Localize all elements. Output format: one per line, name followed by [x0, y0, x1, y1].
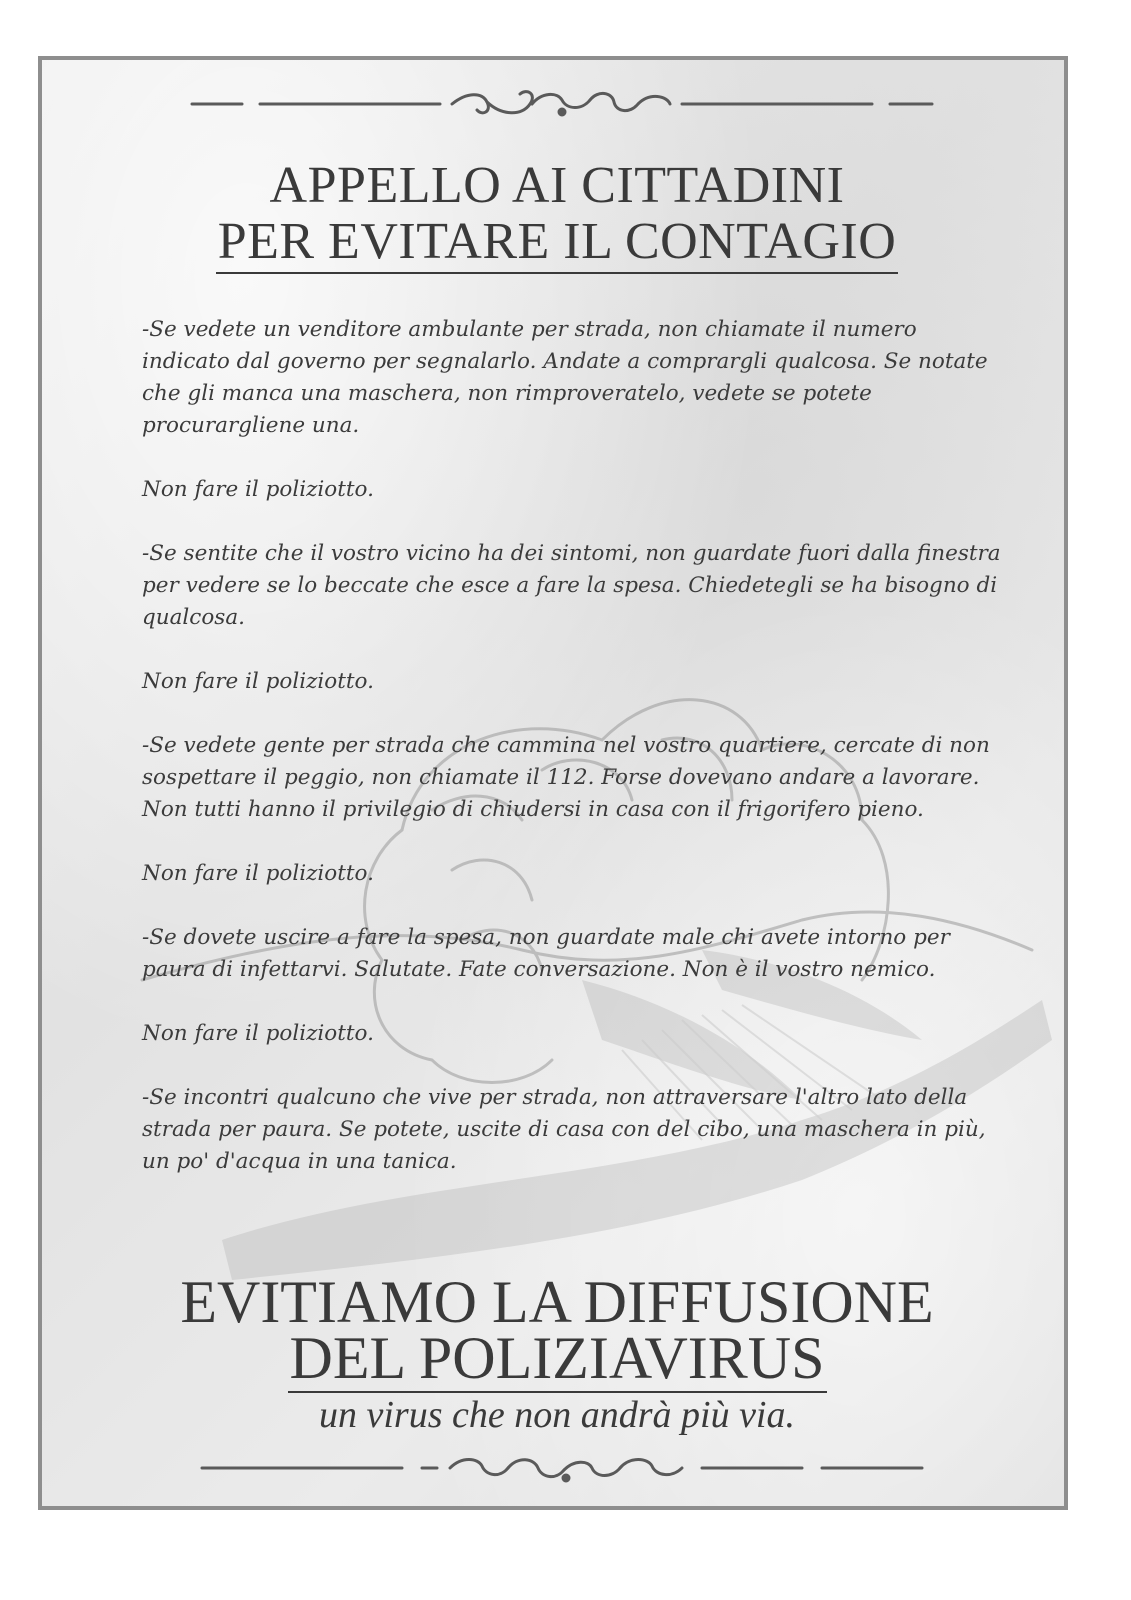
closing-line-1: EVITIAMO LA DIFFUSIONE: [180, 1269, 934, 1335]
closing-line-2: [42, 1325, 1068, 1391]
title-line-1: APPELLO AI CITTADINI: [269, 157, 845, 214]
refrain-3: Non fare il poliziotto.: [142, 861, 374, 886]
top-flourish-ornament-icon: [182, 82, 942, 122]
appeal-body: [142, 314, 1002, 1210]
refrain-4: Non fare il poliziotto.: [142, 1021, 374, 1046]
poster-sheet: [38, 56, 1068, 1510]
closing-tagline: un virus che non andrà più via.: [318, 1394, 795, 1436]
paragraph-4: -Se dovete uscire a fare la spesa, non guardate male chi avete intorno per paura di infettarvi. Salutate. Fate conversazione. Non è il vostro nemico.: [142, 925, 950, 982]
closing-line-2-text: DEL POLIZIAVIRUS: [289, 1325, 825, 1391]
title-line-2-text: PER EVITARE IL CONTAGIO: [216, 213, 899, 274]
refrain-1: Non fare il poliziotto.: [142, 477, 374, 502]
title-line-2: [42, 214, 1068, 270]
closing-slogan: [42, 1269, 1068, 1440]
paragraph-3: -Se vedete gente per strada che cammina nel vostro quartiere, cercate di non sospettare il peggio, non chiamate il 112. Forse dovevano andare a lavorare. Non tutti hanno il privilegio di chiudersi in casa con il frigorifero pieno.: [142, 733, 990, 822]
refrain-2: Non fare il poliziotto.: [142, 669, 374, 694]
paragraph-1: -Se vedete un venditore ambulante per strada, non chiamate il numero indicato dal governo per segnalarlo. Andate a comprargli qualcosa. Se notate che gli manca una maschera, non rimproveratelo, vedete se potete procurargliene una.: [142, 317, 988, 438]
paragraph-5: -Se incontri qualcuno che vive per strada, non attraversare l'altro lato della strada per paura. Se potete, uscite di casa con del cibo, una maschera in più, un po' d'acqua in una tanica.: [142, 1085, 986, 1174]
poster-title: [42, 158, 1068, 270]
paragraph-2: -Se sentite che il vostro vicino ha dei sintomi, non guardate fuori dalla finestra per vedere se lo beccate che esce a fare la spesa. Chiedetegli se ha bisogno di qualcosa.: [142, 541, 1001, 630]
bottom-flourish-ornament-icon: [182, 1448, 942, 1488]
